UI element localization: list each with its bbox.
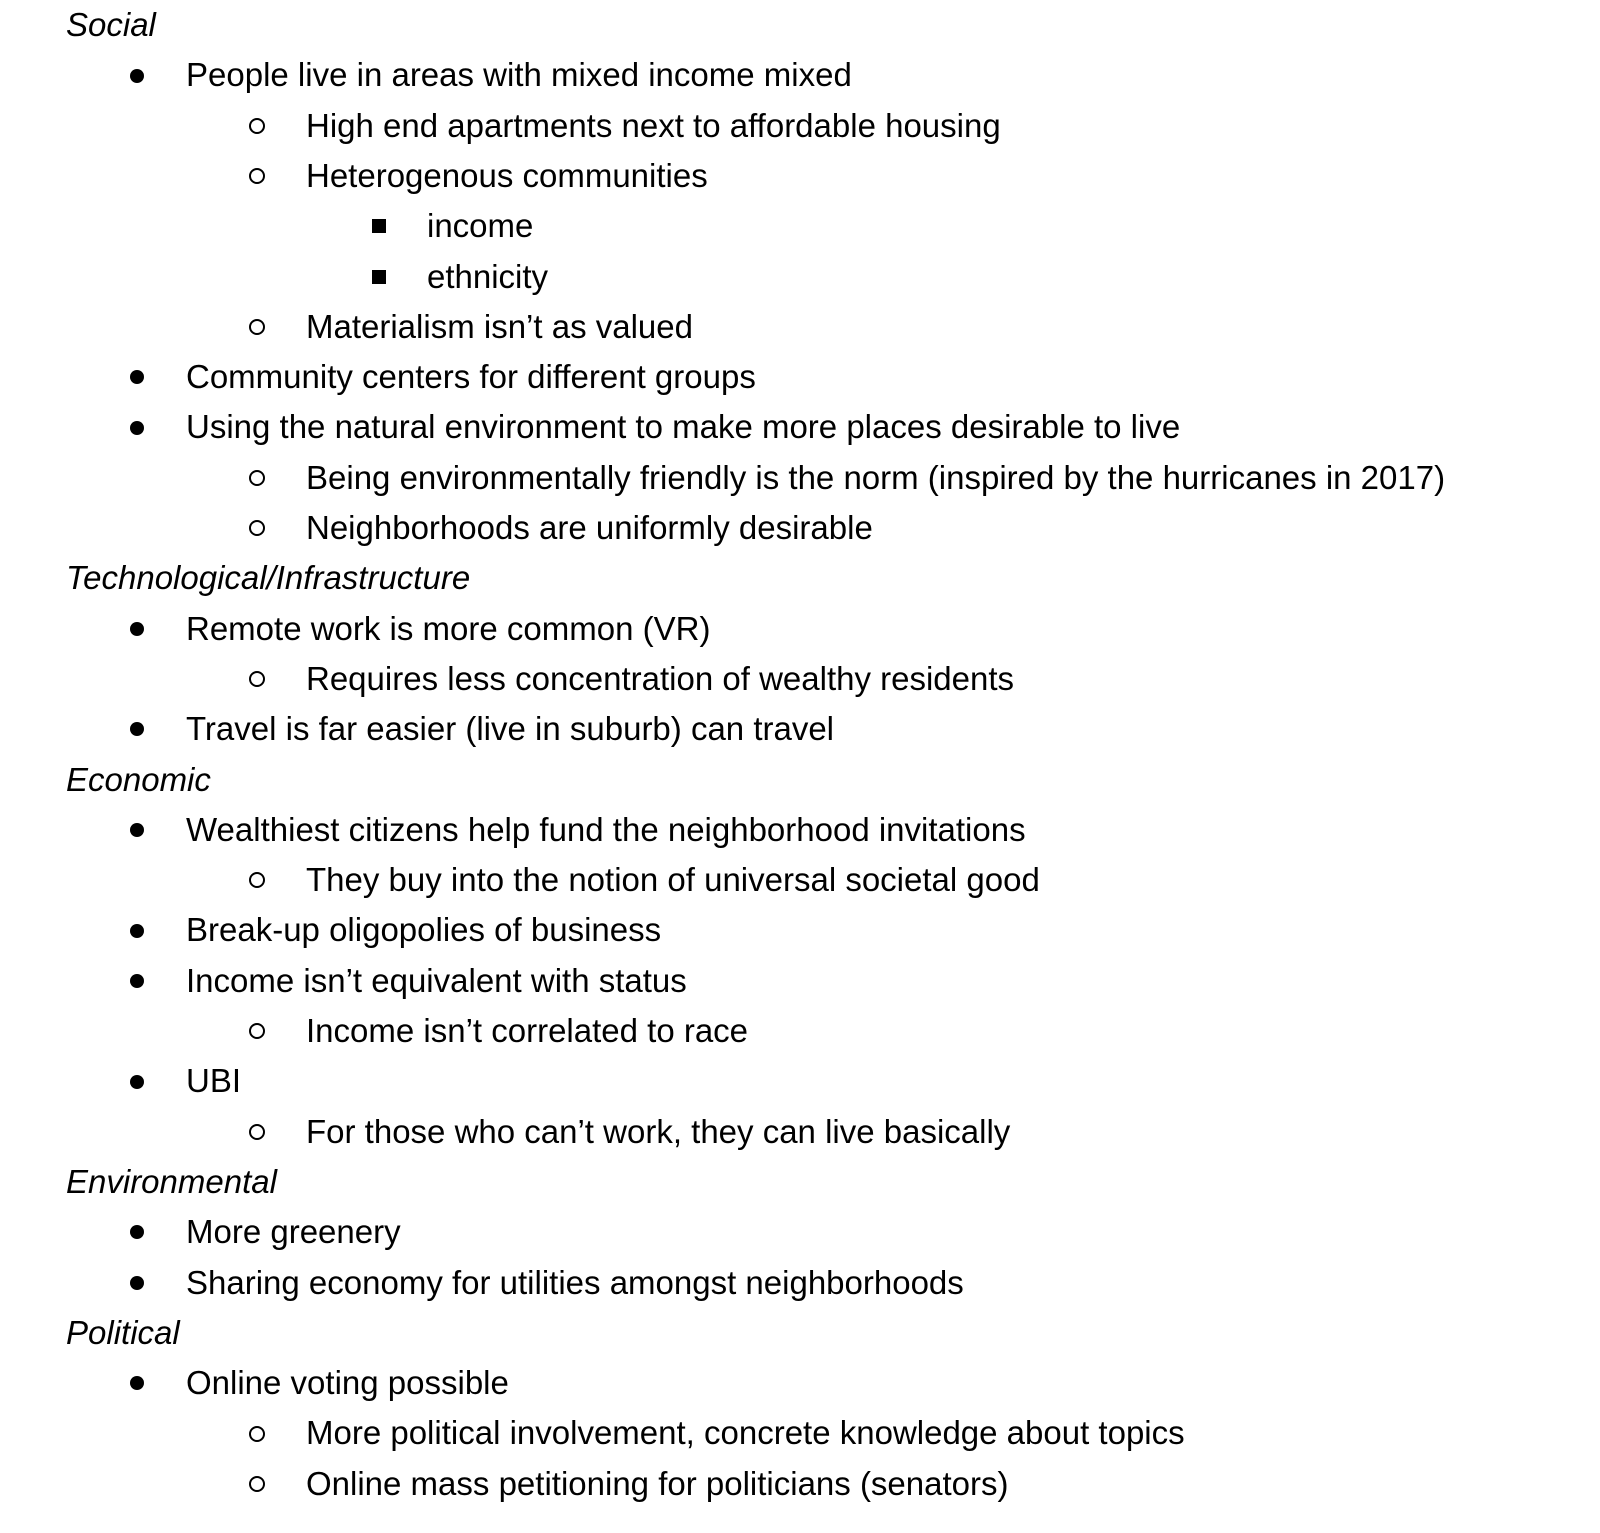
filled-bullet-icon xyxy=(122,805,152,855)
section-heading-text: Political xyxy=(66,1313,180,1351)
filled-bullet-icon xyxy=(122,1207,152,1257)
filled-bullet-icon xyxy=(122,704,152,754)
filled-bullet-icon xyxy=(122,352,152,402)
list-item-text: Remote work is more common (VR) xyxy=(186,609,711,647)
hollow-bullet-icon xyxy=(242,302,272,352)
hollow-bullet-icon xyxy=(242,503,272,553)
hollow-bullet-icon xyxy=(242,1459,272,1509)
hollow-bullet-icon xyxy=(242,1408,272,1458)
filled-bullet-icon xyxy=(122,1258,152,1308)
section-heading-text: Social xyxy=(66,6,156,43)
list-item-text: For those who can’t work, they can live basically xyxy=(306,1112,1011,1150)
hollow-bullet-icon xyxy=(242,855,272,905)
filled-bullet-icon xyxy=(122,402,152,452)
hollow-bullet-icon xyxy=(242,654,272,704)
list-item-text: Heterogenous communities xyxy=(306,156,708,194)
hollow-bullet-icon xyxy=(242,1006,272,1056)
list-item-text: Sharing economy for utilities amongst neighborhoods xyxy=(186,1263,964,1301)
list-item-text: Materialism isn’t as valued xyxy=(306,307,693,345)
list-item-text: Being environmentally friendly is the norm (inspired by the hurricanes in 2017) xyxy=(306,458,1446,496)
section-heading-text: Economic xyxy=(66,760,211,798)
hollow-bullet-icon xyxy=(242,1107,272,1157)
list-item-text: Requires less concentration of wealthy residents xyxy=(306,659,1015,697)
list-item-text: ethnicity xyxy=(427,257,549,295)
list-item-text: More greenery xyxy=(186,1213,401,1251)
section-heading-text: Technological/Infrastructure xyxy=(66,559,471,597)
hollow-bullet-icon xyxy=(242,101,272,151)
list-item-text: Travel is far easier (live in suburb) can travel xyxy=(186,710,835,748)
list-item-text: UBI xyxy=(186,1062,242,1100)
list-item-text: More political involvement, concrete knowledge about topics xyxy=(306,1414,1185,1452)
list-item-text: Wealthiest citizens help fund the neighborhood invitations xyxy=(186,810,1026,848)
list-item-text: Community centers for different groups xyxy=(186,358,756,396)
list-item-text: Income isn’t correlated to race xyxy=(306,1012,749,1049)
filled-bullet-icon xyxy=(122,905,152,955)
hollow-bullet-icon xyxy=(242,453,272,503)
hollow-bullet-icon xyxy=(242,151,272,201)
filled-bullet-icon xyxy=(122,1358,152,1408)
list-item-text: Income isn’t equivalent with status xyxy=(186,961,687,999)
section-heading-text: Environmental xyxy=(66,1162,277,1200)
list-item-text: Break-up oligopolies of business xyxy=(186,911,662,949)
filled-bullet-icon xyxy=(122,50,152,100)
filled-bullet-icon xyxy=(122,1056,152,1106)
list-item-text: Online mass petitioning for politicians (senators) xyxy=(306,1464,1009,1502)
list-item-text: income xyxy=(427,207,534,245)
list-item-text: People live in areas with mixed income mixed xyxy=(186,56,852,94)
filled-bullet-icon xyxy=(122,604,152,654)
list-item-text: High end apartments next to affordable housing xyxy=(306,106,1001,144)
filled-bullet-icon xyxy=(122,956,152,1006)
list-item-text: Using the natural environment to make more places desirable to live xyxy=(186,408,1181,446)
list-item-text: Neighborhoods are uniformly desirable xyxy=(306,509,873,546)
square-bullet-icon xyxy=(364,252,394,302)
square-bullet-icon xyxy=(364,201,394,251)
list-item-text: Online voting possible xyxy=(186,1364,509,1402)
list-item-text: They buy into the notion of universal societal good xyxy=(306,861,1040,899)
